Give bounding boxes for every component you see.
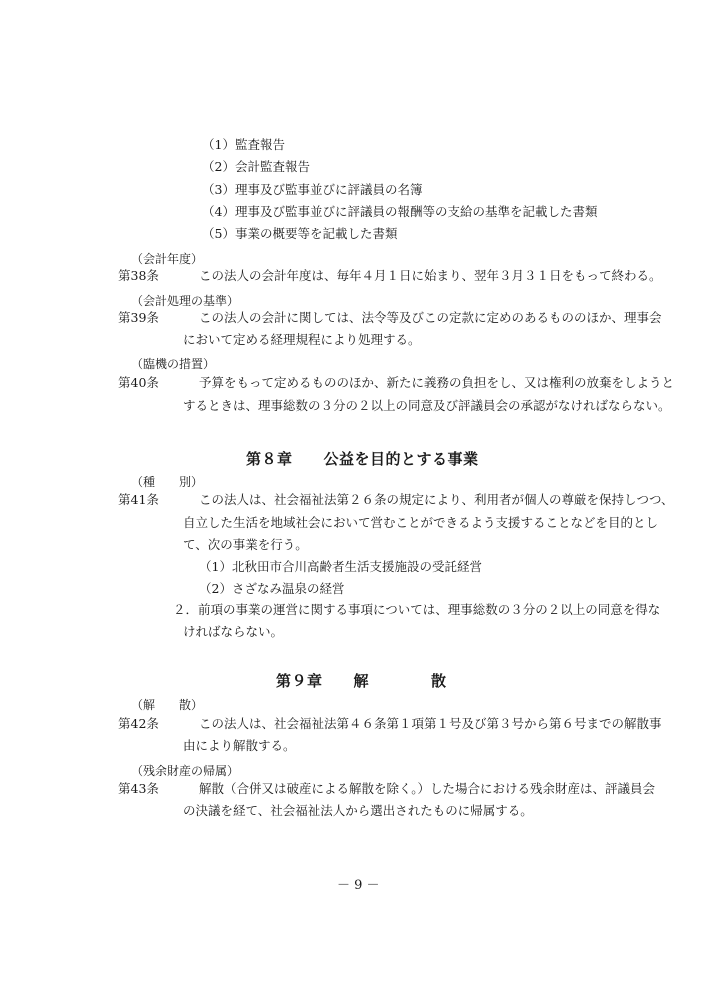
- list-item: （1）監査報告: [202, 137, 285, 152]
- article-number: 第39条: [118, 310, 159, 325]
- article-text: 解散（合併又は破産による解散を除く。）した場合における残余財産は、評議員会: [199, 781, 656, 796]
- article-heading: （臨機の措置）: [131, 357, 216, 371]
- article-text: 自立した生活を地域社会において営むことができるよう支援することなどを目的とし: [183, 515, 659, 530]
- list-item: （4）理事及び監事並びに評議員の報酬等の支給の基準を記載した書類: [202, 204, 598, 219]
- chapter-title: 第９章 解 散: [276, 672, 447, 690]
- article-text: するときは、理事総数の３分の２以上の同意及び評議員会の承認がなければならない。: [183, 398, 671, 413]
- article-text: この法人は、社会福祉法第２６条の規定により、利用者が個人の尊厳を保持しつつ、: [199, 492, 674, 507]
- list-item: （2）会計監査報告: [202, 159, 310, 174]
- list-item: （5）事業の概要等を記載した書類: [202, 226, 398, 241]
- article-text: この法人は、社会福祉法第４６条第１項第１号及び第３号から第６号までの解散事: [199, 716, 662, 731]
- article-heading: （会計処理の基準）: [131, 294, 240, 308]
- article-text: ２．前項の事業の運営に関する事項については、理事総数の３分の２以上の同意を得な: [173, 602, 661, 617]
- article-text: ければならない。: [183, 624, 284, 639]
- article-number: 第40条: [118, 375, 159, 390]
- chapter-title: 第８章 公益を目的とする事業: [246, 450, 479, 468]
- article-text: て、次の事業を行う。: [183, 537, 308, 552]
- article-number: 第41条: [118, 492, 159, 507]
- article-text: この法人の会計年度は、毎年４月１日に始まり、翌年３月３１日をもって終わる。: [199, 268, 662, 283]
- article-heading: （会計年度）: [131, 252, 204, 266]
- article-text: 由により解散する。: [183, 738, 296, 753]
- article-text: この法人の会計に関しては、法令等及びこの定款に定めのあるもののほか、理事会: [199, 310, 662, 325]
- page-number: － 9 －: [337, 878, 380, 893]
- article-heading: （種 別）: [131, 475, 204, 489]
- article-text: において定める経理規程により処理する。: [183, 332, 421, 347]
- article-number: 第43条: [118, 781, 159, 796]
- list-item: （3）理事及び監事並びに評議員の名簿: [202, 182, 423, 197]
- article-number: 第42条: [118, 716, 159, 731]
- list-item: （1）北秋田市合川高齢者生活支援施設の受託経営: [199, 559, 482, 574]
- article-heading: （残余財産の帰属）: [131, 764, 240, 778]
- list-item: （2）さざなみ温泉の経営: [199, 581, 345, 596]
- article-heading: （解 散）: [131, 698, 204, 712]
- article-text: 予算をもって定めるもののほか、新たに義務の負担をし、又は権利の放棄をしようと: [199, 375, 675, 390]
- article-number: 第38条: [118, 268, 159, 283]
- article-text: の決議を経て、社会福祉法人から選出されたものに帰属する。: [183, 803, 533, 818]
